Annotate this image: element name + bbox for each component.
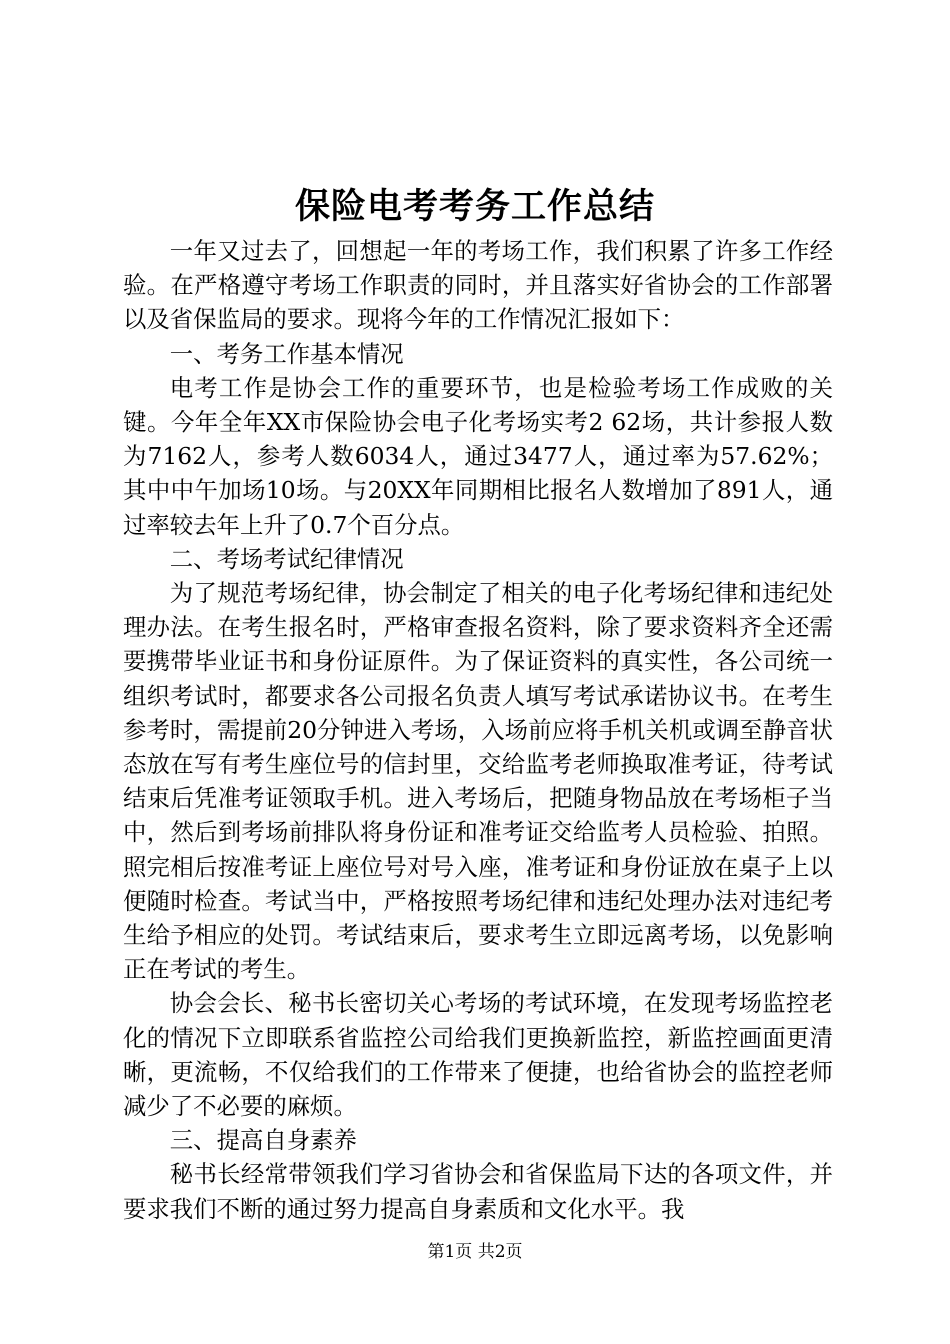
paragraph-self-improvement: 秘书长经常带领我们学习省协会和省保监局下达的各项文件，并要求我们不断的通过努力提高自身素质和文化水平。我 (123, 1160, 833, 1223)
paragraph-intro: 一年又过去了，回想起一年的考场工作，我们积累了许多工作经验。在严格遵守考场工作职责的同时，并且落实好省协会的工作部署以及省保监局的要求。现将今年的工作情况汇报如下： (123, 237, 833, 334)
section-heading-3: 三、提高自身素养 (169, 1126, 357, 1155)
section-heading-1: 一、考务工作基本情况 (169, 339, 404, 368)
paragraph-basic-situation: 电考工作是协会工作的重要环节，也是检验考场工作成败的关键。今年全年XX市保险协会电子化考场实考2 62场，共计参报人数为7162人，参考人数6034人，通过3477人，通过率为57.62%；其中中午加场10场。与20XX年同期相比报名人数增加了891人，通过率较去年上升了0.7个百分点。 (123, 373, 833, 539)
section-heading-2: 二、考场考试纪律情况 (169, 544, 404, 573)
paragraph-monitoring: 协会会长、秘书长密切关心考场的考试环境，在发现考场监控老化的情况下立即联系省监控公司给我们更换新监控，新监控画面更清晰，更流畅，不仅给我们的工作带来了便捷，也给省协会的监控老师减少了不必要的麻烦。 (123, 989, 833, 1121)
paragraph-exam-discipline: 为了规范考场纪律，协会制定了相关的电子化考场纪律和违纪处理办法。在考生报名时，严格审查报名资料，除了要求资料齐全还需要携带毕业证书和身份证原件。为了保证资料的真实性，各公司统一组织考试时，都要求各公司报名负责人填写考试承诺协议书。在考生参考时，需提前20分钟进入考场，入场前应将手机关机或调至静音状态放在写有考生座位号的信封里，交给监考老师换取准考证，待考试结束后凭准考证领取手机。进入考场后，把随身物品放在考场柜子当中，然后到考场前排队将身份证和准考证交给监考人员检验、拍照。照完相后按准考证上座位号对号入座，准考证和身份证放在桌子上以便随时检查。考试当中，严格按照考场纪律和违纪处理办法对违纪考生给予相应的处罚。考试结束后，要求考生立即远离考场，以免影响正在考试的考生。 (123, 579, 833, 984)
document-title: 保险电考考务工作总结 (294, 187, 655, 227)
document-body (123, 234, 833, 1226)
page-footer: 第1页 共2页 (427, 1242, 523, 1262)
